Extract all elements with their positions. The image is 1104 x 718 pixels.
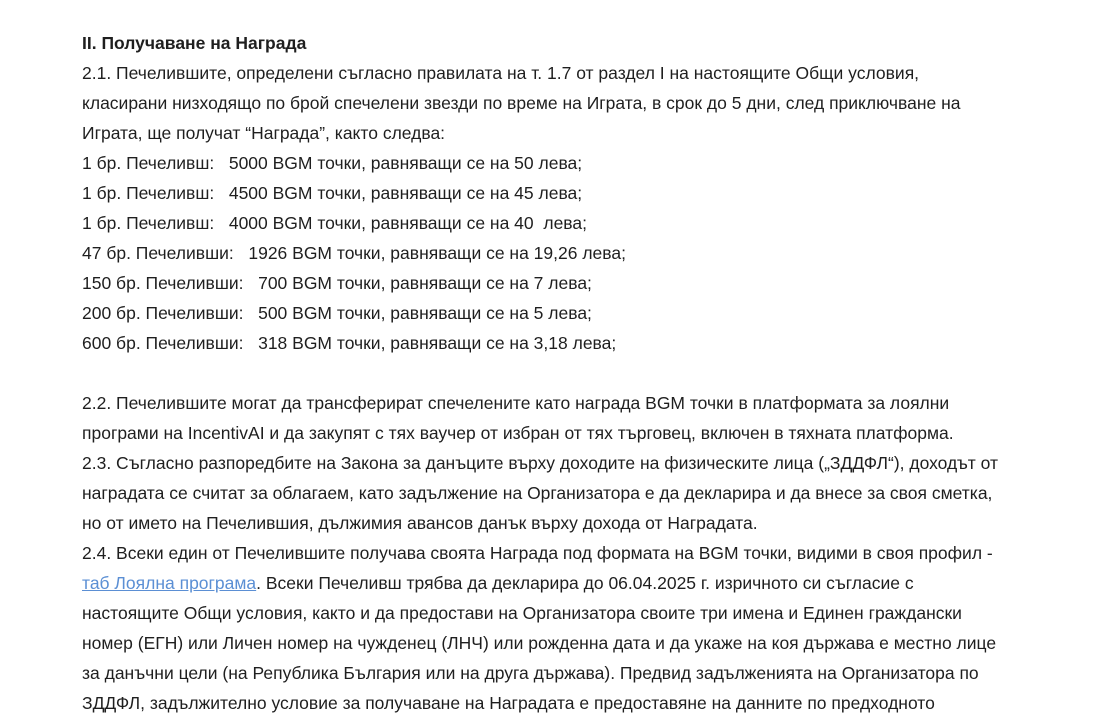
prize-item: 1 бр. Печеливш: 5000 BGM точки, равняващи се на 50 лева; [82,153,583,173]
text-line: номер (ЕГН) или Личен номер на чужденец (ЛНЧ) или рожденна дата и да укаже на коя държава е местно лице [82,633,997,653]
prize-item: 1 бр. Печеливш: 4000 BGM точки, равняващи се на 40 лева; [82,213,588,233]
text-line: настоящите Общи условия, както и да предостави на Организатора своите три имена и Единен граждански [82,603,962,623]
text-line: 2.1. Печелившите, определени съгласно правилата на т. 1.7 от раздел I на настоящите Общи условия, [82,63,920,83]
loyalty-program-tab-link[interactable]: таб Лоялна програма [82,573,257,593]
paragraph-2-3 [82,448,1082,538]
document-body [82,28,1082,718]
prize-item: 150 бр. Печеливши: 700 BGM точки, равняващи се на 7 лева; [82,273,592,293]
paragraph-2-4 [82,538,1082,718]
text-line-with-link [82,568,1082,598]
paragraph-2-2 [82,388,1082,448]
text-line: програми на IncentivAI и да закупят с тях ваучер от избран от тях търговец, включен в тяхната платформа. [82,423,954,443]
text-line: 2.2. Печелившите могат да трансферират спечелените като награда BGM точки в платформата за лоялни [82,393,950,413]
text-line: но от името на Печелившия, дължимия авансов данък върху дохода от Наградата. [82,513,758,533]
prize-item: 600 бр. Печеливши: 318 BGM точки, равняващи се на 3,18 лева; [82,333,617,353]
paragraph-2-1 [82,58,1082,148]
prize-list [82,148,1082,358]
text-line: Играта, ще получат “Награда”, както следва: [82,123,446,143]
text-line: 2.3. Съгласно разпоредбите на Закона за данъците върху доходите на физическите лица („ЗДДФЛ“), доходът от [82,453,999,473]
prize-item: 200 бр. Печеливши: 500 BGM точки, равняващи се на 5 лева; [82,303,592,323]
text-line: ЗДДФЛ, задължително условие за получаване на Наградата е предоставяне на данните по предходното [82,693,935,713]
text-line: за данъчни цели (на Република България или на друга държава). Предвид задълженията на Организатора по [82,663,979,683]
text-line: класирани низходящо по брой спечелени звезди по време на Играта, в срок до 5 дни, след приключване на [82,93,961,113]
section-heading: II. Получаване на Награда [82,33,307,53]
text-line: наградата се считат за облагаем, като задължение на Организатора е да декларира и да внесе за своя сметка, [82,483,993,503]
prize-item: 47 бр. Печеливши: 1926 BGM точки, равняващи се на 19,26 лева; [82,243,626,263]
text-span: . Всеки Печеливш трябва да декларира до 06.04.2025 г. изричното си съгласие с [256,573,914,593]
text-line: 2.4. Всеки един от Печелившите получава своята Награда под формата на BGM точки, видими в своя профил - [82,543,993,563]
prize-item: 1 бр. Печеливш: 4500 BGM точки, равняващи се на 45 лева; [82,183,583,203]
blank-line [82,358,1082,388]
